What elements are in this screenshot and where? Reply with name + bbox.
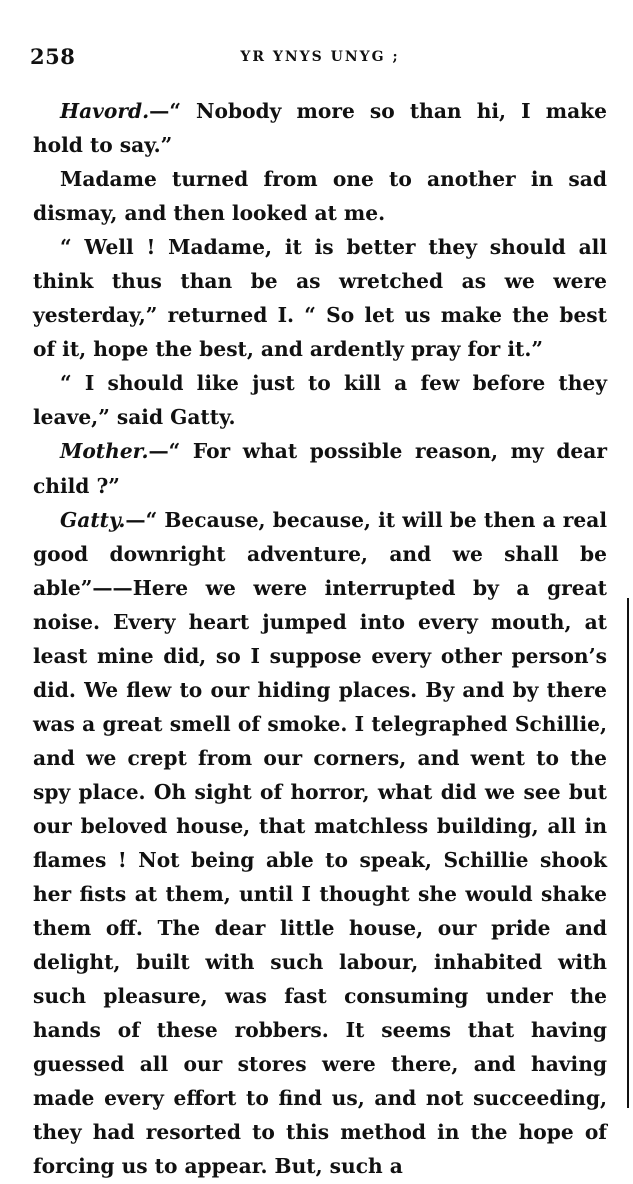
page-header: [30, 44, 610, 74]
page-number: 258: [30, 44, 76, 69]
paragraph: [33, 230, 607, 366]
paragraph-text: —“ Because, because, it will be then a real good downright adventure, and we shall be able”——Here we were interrupted by a great noise. Every heart jumped into every mouth, at least mine did, so I suppose every other person’s did. We flew to our hiding places. By and by there was a great smell of smoke. I telegraphed Schillie, and we crept from our corners, and went to the spy place. Oh sight of horror, what did we see but our beloved house, that matchless building, all in flames ! Not being able to speak, Schillie shook her fists at them, until I thought she would shake them off. The dear little house, our pride and delight, built with such labour, inhabited with such pleasure, was fast consuming under the hands of these robbers. It seems that having guessed all our stores were there, and having made every effort to find us, and not succeeding, they had resorted to this method in the hope of forcing us to appear. But, such a: [33, 507, 607, 1179]
speaker-name: Gatty.: [60, 507, 126, 532]
paragraph: [33, 94, 607, 162]
paragraph: [33, 162, 607, 230]
speaker-name: Havord.: [60, 99, 150, 123]
body-text: [33, 94, 607, 1184]
margin-rule: [627, 598, 629, 1108]
paragraph-text: Madame turned from one to another in sad dismay, and then looked at me.: [33, 167, 607, 226]
speaker-name: Mother.: [60, 439, 149, 464]
paragraph-text: “ Well ! Madame, it is better they should all think thus than be as wretched as we were yesterday,” returned I. “ So let us make the best of it, hope the best, and ardently pray for it.”: [33, 235, 607, 362]
paragraph: [33, 434, 607, 502]
paragraph-text: —“ For what possible reason, my dear child ?”: [33, 439, 607, 498]
paragraph-text: —“ Nobody more so than hi, I make hold to say.”: [33, 99, 607, 158]
paragraph: [33, 503, 607, 1184]
paragraph-text: “ I should like just to kill a few before they leave,” said Gatty.: [33, 371, 607, 430]
paragraph: [33, 366, 607, 434]
running-head: YR YNYS UNYG ;: [240, 49, 400, 65]
